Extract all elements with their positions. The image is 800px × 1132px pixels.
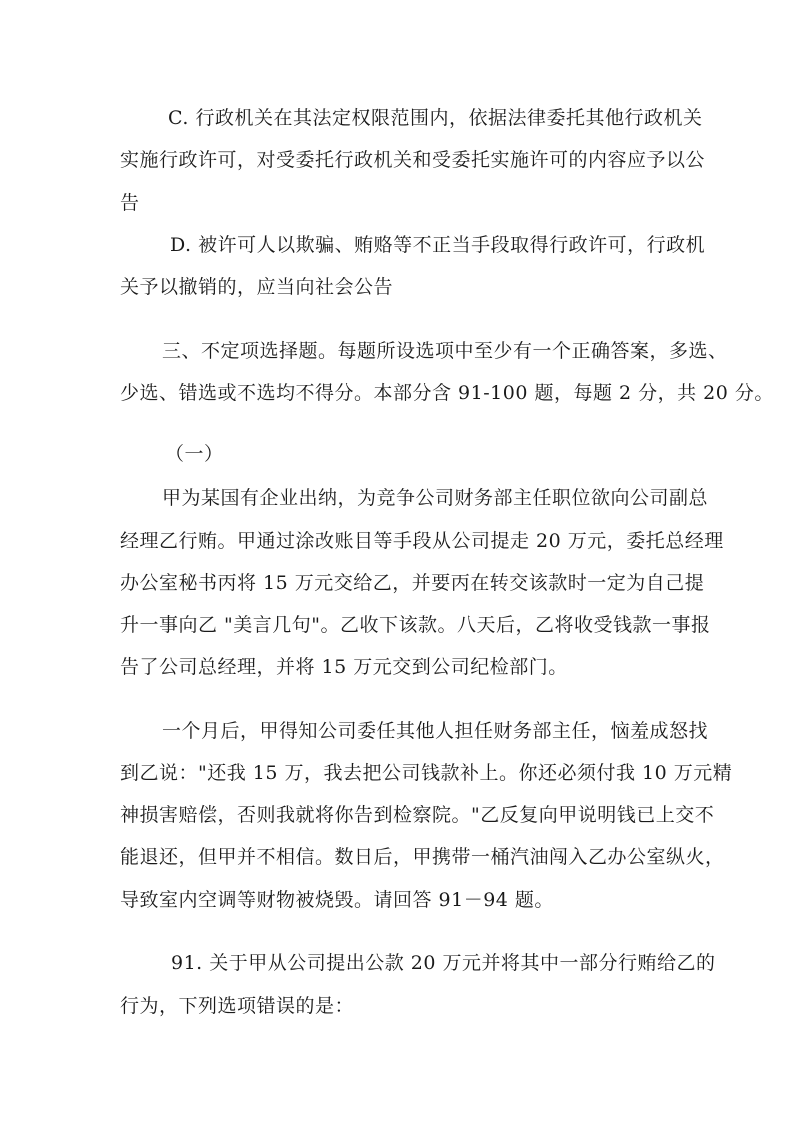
case-para-2-line-1: 一个月后，甲得知公司委任其他人担任财务部主任，恼羞成怒找 xyxy=(162,720,709,742)
option-c-line-1: C. 行政机关在其法定权限范围内，依据法律委托其他行政机关 xyxy=(168,107,703,129)
question-91-line-2: 行为，下列选项错误的是： xyxy=(120,995,355,1017)
case-para-2-line-5: 导致室内空调等财物被烧毁。请回答 91－94 题。 xyxy=(120,889,554,911)
case-para-1-line-2: 经理乙行贿。甲通过涂改账目等手段从公司提走 20 万元，委托总经理 xyxy=(120,530,724,552)
case-para-1-line-5: 告了公司总经理，并将 15 万元交到公司纪检部门。 xyxy=(120,656,568,678)
case-para-1-line-4: 升一事向乙 "美言几句"。乙收下该款。八天后，乙将收受钱款一事报 xyxy=(120,614,711,636)
option-c-line-3: 告 xyxy=(120,192,140,214)
case-para-2-line-4: 能退还，但甲并不相信。数日后，甲携带一桶汽油闯入乙办公室纵火， xyxy=(120,846,725,868)
option-d-line-1: D. 被许可人以欺骗、贿赂等不正当手段取得行政许可，行政机 xyxy=(170,234,706,256)
section-three-line-1: 三、不定项选择题。每题所设选项中至少有一个正确答案，多选、 xyxy=(162,340,728,362)
case-para-2-line-2: 到乙说："还我 15 万，我去把公司钱款补上。你还必须付我 10 万元精 xyxy=(120,762,733,784)
option-c-line-2: 实施行政许可，对受委托行政机关和受委托实施许可的内容应予以公 xyxy=(120,149,706,171)
case-para-1-line-1: 甲为某国有企业出纳，为竞争公司财务部主任职位欲向公司副总 xyxy=(162,487,709,509)
question-91-line-1: 91. 关于甲从公司提出公款 20 万元并将其中一部分行贿给乙的 xyxy=(171,952,716,974)
option-d-line-2: 关予以撤销的，应当向社会公告 xyxy=(120,276,394,298)
section-three-line-2: 少选、错选或不选均不得分。本部分含 91-100 题，每题 2 分，共 20 分。 xyxy=(120,382,774,404)
case-para-1-line-3: 办公室秘书丙将 15 万元交给乙，并要丙在转交该款时一定为自己提 xyxy=(120,572,705,594)
case-para-2-line-3: 神损害赔偿，否则我就将你告到检察院。"乙反复向甲说明钱已上交不 xyxy=(120,804,715,826)
subsection-label: （一） xyxy=(165,443,224,465)
